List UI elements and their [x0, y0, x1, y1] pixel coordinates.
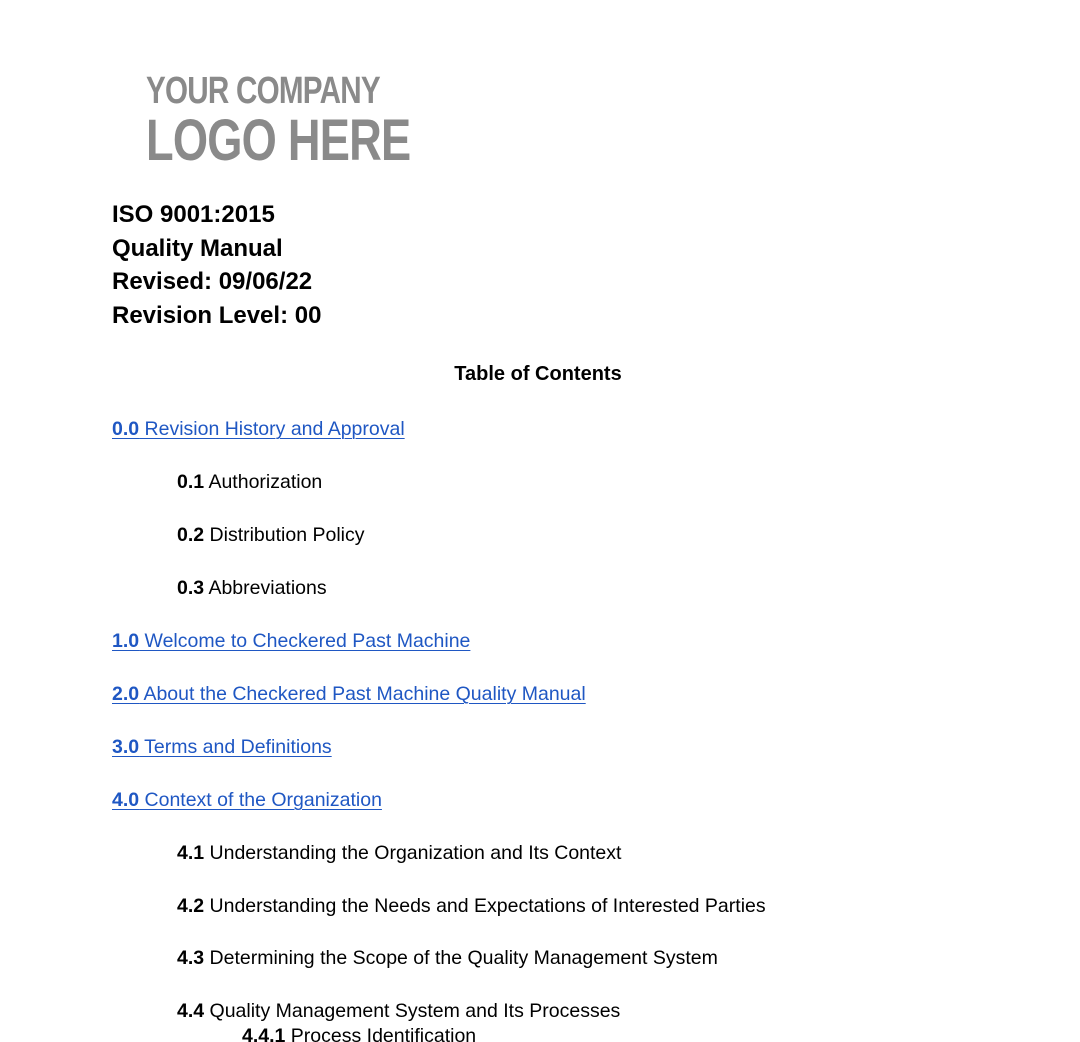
toc-number: 4.0 [112, 789, 140, 811]
toc-item-4-1 [177, 844, 621, 864]
toc-label: Welcome to Checkered Past Machine [139, 630, 471, 652]
toc-item-4-4-1 [242, 1027, 476, 1042]
revised-date: Revised: 09/06/22 [112, 268, 313, 295]
toc-label: About the Checkered Past Machine Quality Manual [139, 683, 586, 705]
toc-label: Quality Management System and Its Processes [204, 1000, 621, 1022]
company-logo-placeholder [146, 70, 485, 173]
toc-number: 3.0 [112, 736, 140, 758]
revision-level: Revision Level: 00 [112, 301, 322, 329]
toc-link-0-0[interactable] [112, 420, 405, 440]
document-title: Quality Manual [112, 234, 283, 262]
toc-link-1-0[interactable] [112, 632, 470, 652]
toc-label: Understanding the Needs and Expectations of Interested Parties [204, 895, 766, 917]
toc-link-4-0[interactable] [112, 791, 382, 811]
toc-label: Context of the Organization [139, 789, 382, 811]
toc-number: 4.1 [177, 842, 205, 864]
toc-label: Authorization [204, 471, 323, 493]
toc-label: Process Identification [285, 1025, 477, 1042]
toc-item-0-2 [177, 526, 365, 546]
toc-item-4-3 [177, 949, 718, 969]
toc-item-4-2 [177, 897, 766, 917]
toc-label: Understanding the Organization and Its Context [204, 842, 622, 864]
toc-number: 4.4 [177, 1000, 205, 1022]
toc-number: 1.0 [112, 630, 140, 652]
standard-label: ISO 9001:2015 [112, 201, 275, 228]
toc-label: Determining the Scope of the Quality Management System [204, 947, 718, 969]
toc-number: 2.0 [112, 683, 140, 705]
toc-number: 4.3 [177, 947, 205, 969]
toc-number: 0.3 [177, 577, 205, 599]
document-header [112, 198, 321, 332]
toc-item-4-4 [177, 1002, 620, 1022]
toc-link-2-0[interactable] [112, 685, 586, 705]
toc-number: 0.1 [177, 471, 205, 493]
toc-number: 0.2 [177, 524, 205, 546]
toc-label: Terms and Definitions [139, 736, 332, 758]
logo-line-2: LOGO HERE [146, 108, 411, 173]
toc-item-0-1 [177, 473, 322, 493]
logo-line-1: YOUR COMPANY [146, 70, 380, 112]
toc-link-3-0[interactable] [112, 738, 332, 758]
toc-number: 4.4.1 [242, 1025, 286, 1042]
toc-item-0-3 [177, 579, 327, 599]
toc-label: Distribution Policy [204, 524, 365, 546]
toc-number: 4.2 [177, 895, 205, 917]
toc-label: Abbreviations [204, 577, 327, 599]
toc-title: Table of Contents [454, 363, 622, 385]
toc-label: Revision History and Approval [139, 418, 405, 440]
toc-number: 0.0 [112, 418, 140, 440]
